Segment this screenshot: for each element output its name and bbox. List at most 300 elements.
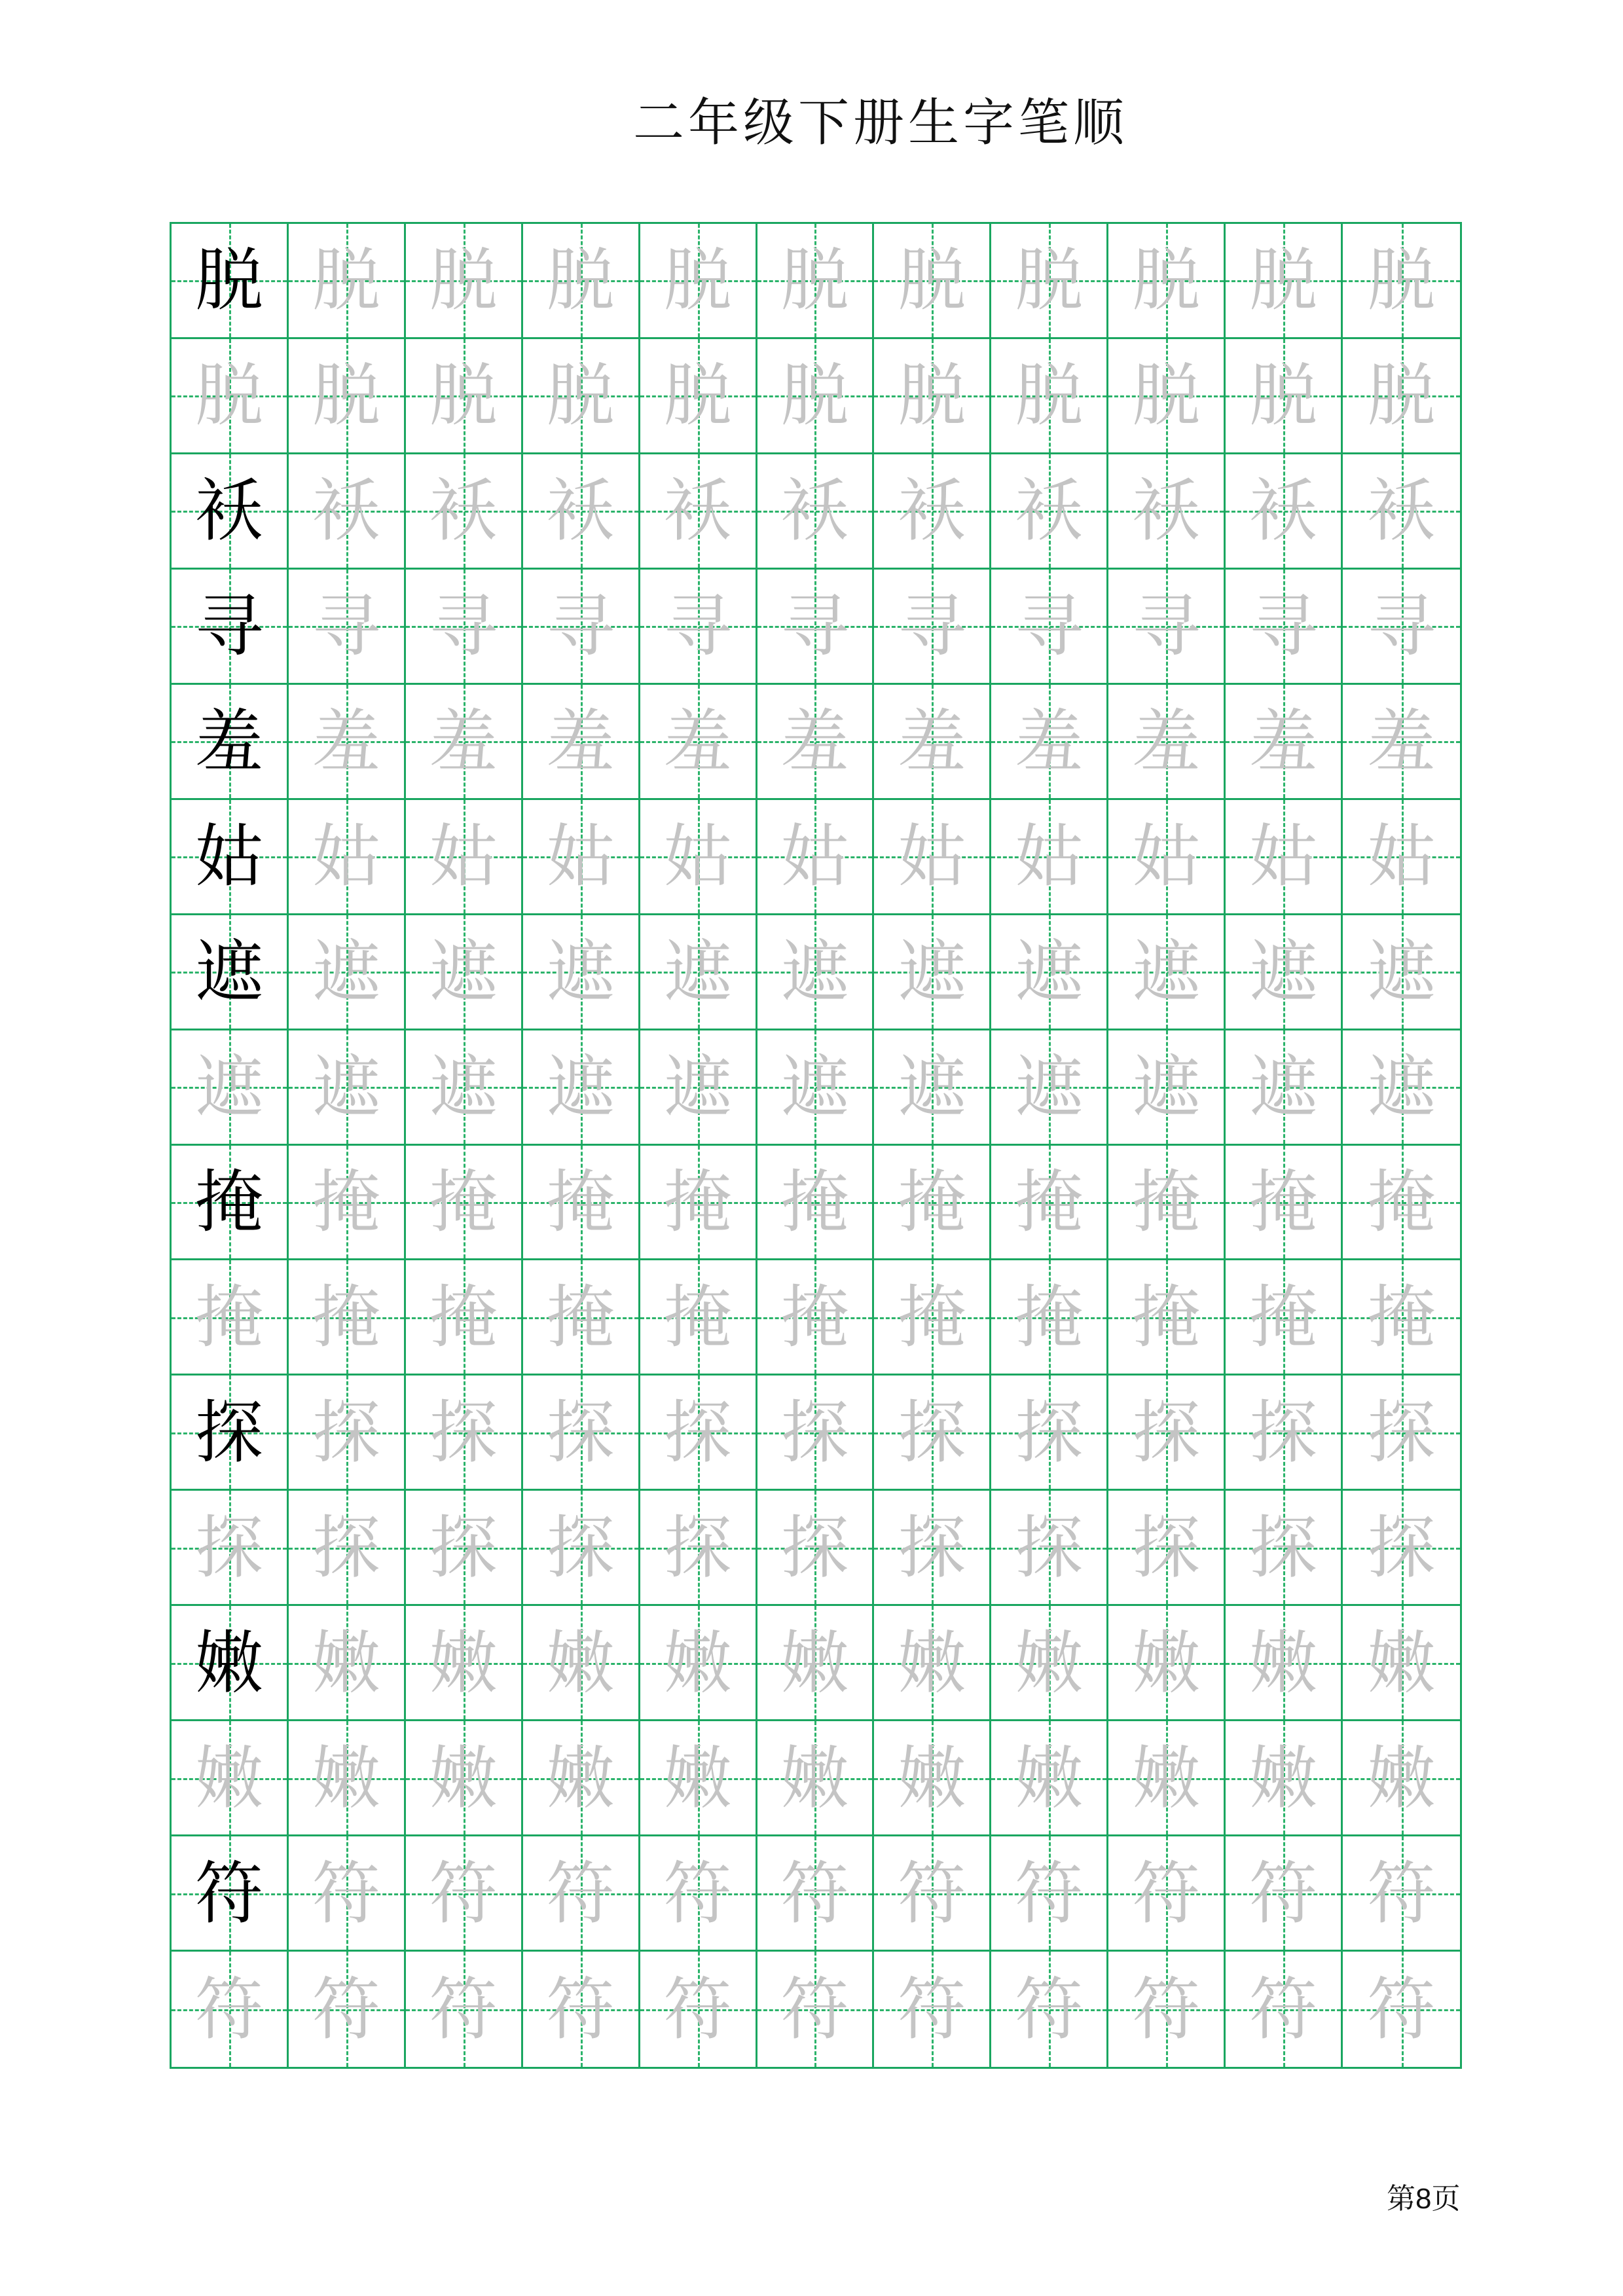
stroke-step-cell xyxy=(991,1146,1108,1261)
stroke-step-cell xyxy=(757,1376,875,1491)
stroke-step-cell xyxy=(406,570,523,685)
model-character-cell xyxy=(172,224,289,339)
stroke-step-cell xyxy=(1226,685,1343,800)
trace-character: 符 xyxy=(898,1853,966,1933)
trace-character: 脱 xyxy=(1249,355,1318,436)
stroke-step-cell xyxy=(640,800,757,915)
stroke-step-cell xyxy=(757,1836,875,1952)
trace-character: 袄 xyxy=(312,471,380,551)
trace-character: 脱 xyxy=(1132,355,1201,436)
stroke-step-cell xyxy=(1226,339,1343,454)
trace-character: 掩 xyxy=(1249,1161,1318,1242)
trace-character: 寻 xyxy=(1249,586,1318,666)
trace-character: 姑 xyxy=(1015,816,1084,897)
trace-character: 遮 xyxy=(312,932,380,1012)
trace-character: 羞 xyxy=(1249,701,1318,782)
stroke-step-cell xyxy=(1343,570,1460,685)
stroke-step-cell xyxy=(874,1721,991,1836)
trace-character: 遮 xyxy=(1132,1047,1201,1127)
stroke-step-cell xyxy=(991,685,1108,800)
trace-character: 脱 xyxy=(546,355,615,436)
trace-character: 遮 xyxy=(429,932,498,1012)
trace-character: 袄 xyxy=(429,471,498,551)
trace-character: 探 xyxy=(312,1507,380,1588)
trace-character: 遮 xyxy=(546,1047,615,1127)
stroke-step-cell xyxy=(640,224,757,339)
trace-character: 寻 xyxy=(1367,586,1436,666)
stroke-step-cell xyxy=(289,1721,406,1836)
stroke-step-cell xyxy=(874,1491,991,1606)
stroke-step-cell xyxy=(523,224,640,339)
model-character-cell xyxy=(172,1146,289,1261)
stroke-step-cell xyxy=(1343,1491,1460,1606)
stroke-step-cell xyxy=(1226,1721,1343,1836)
stroke-step-cell xyxy=(1226,454,1343,570)
stroke-step-cell xyxy=(1343,224,1460,339)
trace-character: 袄 xyxy=(546,471,615,551)
stroke-step-cell xyxy=(991,1491,1108,1606)
trace-character: 掩 xyxy=(1132,1277,1201,1357)
trace-character: 脱 xyxy=(429,355,498,436)
model-character-cell xyxy=(172,1836,289,1952)
stroke-step-cell xyxy=(991,1260,1108,1376)
page-title: 二年级下册生字笔顺 xyxy=(632,94,1128,153)
stroke-step-cell xyxy=(1108,1030,1226,1146)
trace-character: 掩 xyxy=(1249,1277,1318,1357)
trace-character: 嫩 xyxy=(663,1738,732,1818)
stroke-step-cell xyxy=(640,1952,757,2067)
trace-character: 遮 xyxy=(1249,1047,1318,1127)
trace-character: 符 xyxy=(1132,1853,1201,1933)
stroke-step-cell xyxy=(1108,1376,1226,1491)
stroke-step-cell xyxy=(406,1030,523,1146)
trace-character: 嫩 xyxy=(1249,1738,1318,1818)
stroke-step-cell xyxy=(1108,1952,1226,2067)
model-character: 寻 xyxy=(194,586,263,666)
stroke-step-cell xyxy=(1226,1836,1343,1952)
stroke-step-cell xyxy=(523,1721,640,1836)
stroke-step-cell xyxy=(874,800,991,915)
stroke-step-cell xyxy=(874,685,991,800)
trace-character: 寻 xyxy=(1015,586,1084,666)
stroke-step-cell xyxy=(1108,1606,1226,1721)
trace-character: 探 xyxy=(780,1392,849,1472)
stroke-step-cell xyxy=(874,454,991,570)
trace-character: 掩 xyxy=(546,1277,615,1357)
trace-character: 遮 xyxy=(1132,932,1201,1012)
trace-character: 符 xyxy=(194,1969,263,2050)
trace-character: 遮 xyxy=(1249,932,1318,1012)
trace-character: 探 xyxy=(1367,1392,1436,1472)
trace-character: 符 xyxy=(312,1969,380,2050)
trace-character: 脱 xyxy=(898,240,966,321)
trace-character: 嫩 xyxy=(429,1738,498,1818)
trace-character: 遮 xyxy=(663,1047,732,1127)
stroke-step-cell xyxy=(1226,1606,1343,1721)
trace-character: 袄 xyxy=(663,471,732,551)
trace-character: 寻 xyxy=(546,586,615,666)
stroke-step-cell xyxy=(640,1836,757,1952)
stroke-step-cell xyxy=(757,1491,875,1606)
stroke-step-cell xyxy=(406,1836,523,1952)
trace-character: 袄 xyxy=(780,471,849,551)
trace-character: 遮 xyxy=(780,932,849,1012)
model-character: 探 xyxy=(194,1392,263,1472)
stroke-step-cell xyxy=(172,1721,289,1836)
stroke-step-cell xyxy=(1108,339,1226,454)
trace-character: 探 xyxy=(898,1392,966,1472)
trace-character: 遮 xyxy=(780,1047,849,1127)
model-character: 姑 xyxy=(194,816,263,897)
stroke-step-cell xyxy=(289,1606,406,1721)
trace-character: 脱 xyxy=(1367,355,1436,436)
stroke-step-cell xyxy=(1343,800,1460,915)
stroke-step-cell xyxy=(757,1721,875,1836)
trace-character: 嫩 xyxy=(780,1622,849,1703)
trace-character: 符 xyxy=(546,1853,615,1933)
stroke-step-cell xyxy=(1343,339,1460,454)
stroke-step-cell xyxy=(1108,1146,1226,1261)
trace-character: 脱 xyxy=(780,355,849,436)
trace-character: 脱 xyxy=(1015,355,1084,436)
stroke-step-cell xyxy=(406,1146,523,1261)
stroke-step-cell xyxy=(640,1030,757,1146)
trace-character: 寻 xyxy=(312,586,380,666)
trace-character: 符 xyxy=(1132,1969,1201,2050)
trace-character: 嫩 xyxy=(1249,1622,1318,1703)
trace-character: 嫩 xyxy=(1367,1738,1436,1818)
stroke-step-cell xyxy=(991,1952,1108,2067)
trace-character: 探 xyxy=(1249,1392,1318,1472)
model-character: 羞 xyxy=(194,701,263,782)
trace-character: 姑 xyxy=(1367,816,1436,897)
stroke-step-cell xyxy=(991,1721,1108,1836)
trace-character: 羞 xyxy=(780,701,849,782)
trace-character: 脱 xyxy=(663,240,732,321)
trace-character: 寻 xyxy=(663,586,732,666)
trace-character: 遮 xyxy=(898,1047,966,1127)
stroke-step-cell xyxy=(523,1952,640,2067)
model-character: 掩 xyxy=(194,1161,263,1242)
trace-character: 嫩 xyxy=(898,1738,966,1818)
stroke-step-cell xyxy=(757,1260,875,1376)
model-character-cell xyxy=(172,570,289,685)
trace-character: 嫩 xyxy=(1132,1738,1201,1818)
trace-character: 羞 xyxy=(429,701,498,782)
stroke-step-cell xyxy=(1343,685,1460,800)
trace-character: 符 xyxy=(898,1969,966,2050)
trace-character: 遮 xyxy=(663,932,732,1012)
trace-character: 脱 xyxy=(1132,240,1201,321)
stroke-step-cell xyxy=(1343,1952,1460,2067)
stroke-step-cell xyxy=(1226,915,1343,1030)
trace-character: 探 xyxy=(194,1507,263,1588)
trace-character: 掩 xyxy=(429,1277,498,1357)
trace-character: 符 xyxy=(1249,1853,1318,1933)
stroke-step-cell xyxy=(1343,454,1460,570)
trace-character: 嫩 xyxy=(898,1622,966,1703)
trace-character: 寻 xyxy=(429,586,498,666)
trace-character: 符 xyxy=(1367,1969,1436,2050)
trace-character: 探 xyxy=(663,1392,732,1472)
trace-character: 脱 xyxy=(194,355,263,436)
stroke-step-cell xyxy=(1343,1721,1460,1836)
stroke-step-cell xyxy=(289,1146,406,1261)
trace-character: 脱 xyxy=(780,240,849,321)
stroke-step-cell xyxy=(289,339,406,454)
stroke-step-cell xyxy=(757,685,875,800)
stroke-step-cell xyxy=(757,339,875,454)
trace-character: 掩 xyxy=(1367,1161,1436,1242)
stroke-step-cell xyxy=(289,224,406,339)
trace-character: 探 xyxy=(1132,1507,1201,1588)
stroke-step-cell xyxy=(757,800,875,915)
trace-character: 掩 xyxy=(1015,1161,1084,1242)
trace-character: 探 xyxy=(312,1392,380,1472)
model-character: 袄 xyxy=(194,471,263,551)
trace-character: 探 xyxy=(546,1392,615,1472)
trace-character: 脱 xyxy=(1015,240,1084,321)
model-character: 遮 xyxy=(194,932,263,1012)
trace-character: 探 xyxy=(429,1392,498,1472)
trace-character: 符 xyxy=(1367,1853,1436,1933)
trace-character: 符 xyxy=(663,1853,732,1933)
stroke-step-cell xyxy=(991,800,1108,915)
stroke-step-cell xyxy=(1343,1146,1460,1261)
trace-character: 羞 xyxy=(898,701,966,782)
stroke-step-cell xyxy=(874,1952,991,2067)
trace-character: 探 xyxy=(780,1507,849,1588)
stroke-step-cell xyxy=(1226,224,1343,339)
trace-character: 探 xyxy=(1132,1392,1201,1472)
trace-character: 嫩 xyxy=(312,1738,380,1818)
stroke-step-cell xyxy=(874,570,991,685)
stroke-step-cell xyxy=(874,1376,991,1491)
trace-character: 脱 xyxy=(898,355,966,436)
trace-character: 袄 xyxy=(1132,471,1201,551)
trace-character: 掩 xyxy=(663,1277,732,1357)
trace-character: 符 xyxy=(429,1853,498,1933)
trace-character: 遮 xyxy=(312,1047,380,1127)
stroke-step-cell xyxy=(991,1376,1108,1491)
stroke-step-cell xyxy=(1343,915,1460,1030)
trace-character: 嫩 xyxy=(1015,1622,1084,1703)
stroke-step-cell xyxy=(1343,1030,1460,1146)
stroke-step-cell xyxy=(406,915,523,1030)
stroke-step-cell xyxy=(289,570,406,685)
stroke-step-cell xyxy=(874,1606,991,1721)
stroke-step-cell xyxy=(991,570,1108,685)
stroke-step-cell xyxy=(406,800,523,915)
stroke-step-cell xyxy=(1226,1491,1343,1606)
stroke-step-cell xyxy=(289,1836,406,1952)
stroke-step-cell xyxy=(640,570,757,685)
stroke-step-cell xyxy=(1226,570,1343,685)
stroke-step-cell xyxy=(757,1606,875,1721)
trace-character: 掩 xyxy=(312,1277,380,1357)
stroke-step-cell xyxy=(640,1376,757,1491)
trace-character: 嫩 xyxy=(546,1622,615,1703)
stroke-step-cell xyxy=(172,339,289,454)
stroke-step-cell xyxy=(523,1260,640,1376)
trace-character: 羞 xyxy=(312,701,380,782)
trace-character: 掩 xyxy=(1132,1161,1201,1242)
stroke-step-cell xyxy=(874,1836,991,1952)
trace-character: 羞 xyxy=(1132,701,1201,782)
stroke-step-cell xyxy=(1226,1146,1343,1261)
trace-character: 遮 xyxy=(1015,932,1084,1012)
model-character-cell xyxy=(172,1606,289,1721)
trace-character: 嫩 xyxy=(1015,1738,1084,1818)
stroke-step-cell xyxy=(523,915,640,1030)
trace-character: 探 xyxy=(429,1507,498,1588)
stroke-step-cell xyxy=(172,1491,289,1606)
stroke-step-cell xyxy=(1226,1952,1343,2067)
stroke-step-cell xyxy=(991,1606,1108,1721)
stroke-step-cell xyxy=(874,1146,991,1261)
trace-character: 脱 xyxy=(1367,240,1436,321)
stroke-step-cell xyxy=(289,454,406,570)
stroke-step-cell xyxy=(406,454,523,570)
stroke-step-cell xyxy=(406,224,523,339)
trace-character: 遮 xyxy=(429,1047,498,1127)
trace-character: 符 xyxy=(663,1969,732,2050)
trace-character: 嫩 xyxy=(1367,1622,1436,1703)
trace-character: 姑 xyxy=(663,816,732,897)
stroke-step-cell xyxy=(1108,685,1226,800)
stroke-step-cell xyxy=(991,915,1108,1030)
trace-character: 符 xyxy=(1015,1969,1084,2050)
trace-character: 符 xyxy=(1249,1969,1318,2050)
trace-character: 姑 xyxy=(898,816,966,897)
stroke-step-cell xyxy=(289,800,406,915)
stroke-step-cell xyxy=(757,1030,875,1146)
stroke-step-cell xyxy=(1343,1260,1460,1376)
trace-character: 符 xyxy=(429,1969,498,2050)
trace-character: 掩 xyxy=(1367,1277,1436,1357)
trace-character: 嫩 xyxy=(1132,1622,1201,1703)
trace-character: 符 xyxy=(780,1853,849,1933)
stroke-step-cell xyxy=(1108,1836,1226,1952)
stroke-step-cell xyxy=(289,1491,406,1606)
trace-character: 探 xyxy=(1249,1507,1318,1588)
trace-character: 符 xyxy=(312,1853,380,1933)
trace-character: 寻 xyxy=(898,586,966,666)
stroke-step-cell xyxy=(991,1836,1108,1952)
trace-character: 探 xyxy=(1015,1507,1084,1588)
stroke-step-cell xyxy=(874,915,991,1030)
stroke-step-cell xyxy=(1108,915,1226,1030)
stroke-step-cell xyxy=(1226,800,1343,915)
stroke-step-cell xyxy=(523,1606,640,1721)
stroke-step-cell xyxy=(1226,1260,1343,1376)
stroke-step-cell xyxy=(991,1030,1108,1146)
stroke-step-cell xyxy=(1108,454,1226,570)
stroke-step-cell xyxy=(406,685,523,800)
stroke-step-cell xyxy=(640,1260,757,1376)
trace-character: 掩 xyxy=(194,1277,263,1357)
trace-character: 脱 xyxy=(546,240,615,321)
trace-character: 掩 xyxy=(780,1277,849,1357)
trace-character: 掩 xyxy=(429,1161,498,1242)
stroke-step-cell xyxy=(523,1491,640,1606)
stroke-step-cell xyxy=(172,1952,289,2067)
stroke-step-cell xyxy=(991,454,1108,570)
trace-character: 脱 xyxy=(312,355,380,436)
trace-character: 符 xyxy=(1015,1853,1084,1933)
trace-character: 探 xyxy=(1367,1507,1436,1588)
stroke-step-cell xyxy=(289,1260,406,1376)
trace-character: 寻 xyxy=(780,586,849,666)
stroke-step-cell xyxy=(991,339,1108,454)
stroke-step-cell xyxy=(1108,224,1226,339)
trace-character: 姑 xyxy=(429,816,498,897)
stroke-step-cell xyxy=(523,1030,640,1146)
stroke-step-cell xyxy=(640,339,757,454)
stroke-step-cell xyxy=(523,800,640,915)
trace-character: 遮 xyxy=(194,1047,263,1127)
trace-character: 掩 xyxy=(546,1161,615,1242)
stroke-step-cell xyxy=(523,1376,640,1491)
stroke-step-cell xyxy=(1226,1376,1343,1491)
trace-character: 脱 xyxy=(312,240,380,321)
stroke-step-cell xyxy=(1108,800,1226,915)
trace-character: 探 xyxy=(546,1507,615,1588)
stroke-step-cell xyxy=(757,570,875,685)
trace-character: 姑 xyxy=(1249,816,1318,897)
trace-character: 嫩 xyxy=(663,1622,732,1703)
stroke-step-cell xyxy=(640,1491,757,1606)
stroke-step-cell xyxy=(874,1260,991,1376)
stroke-step-cell xyxy=(640,1721,757,1836)
stroke-step-cell xyxy=(1108,1260,1226,1376)
model-character-cell xyxy=(172,800,289,915)
stroke-step-cell xyxy=(757,915,875,1030)
trace-character: 脱 xyxy=(663,355,732,436)
stroke-step-cell xyxy=(1108,570,1226,685)
trace-character: 遮 xyxy=(1015,1047,1084,1127)
trace-character: 遮 xyxy=(1367,1047,1436,1127)
trace-character: 嫩 xyxy=(312,1622,380,1703)
trace-character: 姑 xyxy=(546,816,615,897)
trace-character: 袄 xyxy=(1367,471,1436,551)
stroke-step-cell xyxy=(523,454,640,570)
stroke-step-cell xyxy=(406,339,523,454)
trace-character: 脱 xyxy=(429,240,498,321)
model-character-cell xyxy=(172,454,289,570)
stroke-step-cell xyxy=(640,1606,757,1721)
trace-character: 袄 xyxy=(1015,471,1084,551)
trace-character: 符 xyxy=(780,1969,849,2050)
trace-character: 遮 xyxy=(898,932,966,1012)
stroke-step-cell xyxy=(289,1376,406,1491)
stroke-step-cell xyxy=(1343,1606,1460,1721)
trace-character: 掩 xyxy=(898,1161,966,1242)
trace-character: 探 xyxy=(1015,1392,1084,1472)
stroke-step-cell xyxy=(640,915,757,1030)
trace-character: 符 xyxy=(546,1969,615,2050)
trace-character: 掩 xyxy=(898,1277,966,1357)
trace-character: 掩 xyxy=(663,1161,732,1242)
stroke-step-cell xyxy=(523,570,640,685)
trace-character: 姑 xyxy=(780,816,849,897)
stroke-step-cell xyxy=(406,1491,523,1606)
stroke-step-cell xyxy=(523,1146,640,1261)
stroke-step-cell xyxy=(172,1260,289,1376)
stroke-step-cell xyxy=(874,339,991,454)
stroke-step-cell xyxy=(406,1606,523,1721)
model-character-cell xyxy=(172,685,289,800)
